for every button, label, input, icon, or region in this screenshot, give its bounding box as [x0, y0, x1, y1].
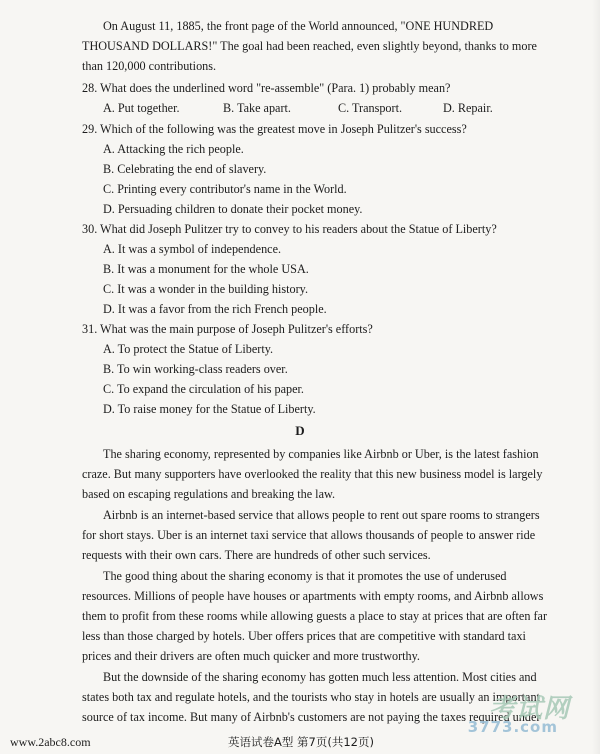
option-a: A. Attacking the rich people.: [103, 142, 244, 156]
passage-line: craze. But many supporters have overlooked the reality that this new business model is largely: [82, 467, 543, 481]
option-b: B. Take apart.: [223, 101, 291, 115]
option-d: D. Persuading children to donate their pocket money.: [103, 202, 363, 216]
passage-paragraph: [82, 444, 546, 504]
question-29: 29. Which of the following was the greatest move in Joseph Pulitzer's success?: [82, 122, 467, 136]
watermark-logo: 考试网: [488, 694, 570, 724]
section-heading: D: [295, 423, 305, 438]
option-a: A. To protect the Statue of Liberty.: [103, 342, 274, 356]
passage-line: source of tax income. But many of Airbnb's customers are not paying the taxes required under: [82, 710, 541, 724]
question-28-options: [103, 98, 523, 118]
option-d: D. Repair.: [443, 101, 493, 115]
option-b: B. To win working-class readers over.: [103, 362, 288, 376]
option-c: C. Printing every contributor's name in the World.: [103, 182, 347, 196]
passage-line: resources. Millions of people have houses or apartments with empty rooms, and Airbnb allows: [82, 589, 544, 603]
option-c: C. It was a wonder in the building history.: [103, 282, 309, 296]
passage-line: prices and their drivers are often much quicker and more trustworthy.: [82, 649, 420, 663]
option-a: A. It was a symbol of independence.: [103, 242, 282, 256]
passage-line: The good thing about the sharing economy is that it promotes the use of underused: [103, 569, 507, 583]
passage-line: based on escaping regulations and breaking the law.: [82, 487, 336, 501]
option-c: C. To expand the circulation of his paper.: [103, 382, 304, 396]
intro-paragraph: [82, 16, 546, 76]
scan-edge-shadow: [592, 0, 600, 754]
passage-line: Airbnb is an internet-based service that allows people to rent out spare rooms to strangers: [103, 508, 540, 522]
option-d: D. To raise money for the Statue of Liberty.: [103, 402, 316, 416]
question-30: 30. What did Joseph Pulitzer try to convey to his readers about the Statue of Liberty?: [82, 222, 497, 236]
passage-line: them to profit from these rooms while allowing guests a place to stay at prices that are often far: [82, 609, 548, 623]
passage-line: requests with their own cars. There are hundreds of other such services.: [82, 548, 431, 562]
passage-line: The sharing economy, represented by companies like Airbnb or Uber, is the latest fashion: [103, 447, 539, 461]
option-d: D. It was a favor from the rich French people.: [103, 302, 327, 316]
passage-line: states both tax and regulate hotels, and the tourists who stay in hotels are usually an important: [82, 690, 540, 704]
question-28: 28. What does the underlined word "re-assemble" (Para. 1) probably mean?: [82, 81, 451, 95]
intro-line: On August 11, 1885, the front page of the World announced, "ONE HUNDRED: [103, 19, 494, 33]
passage-line: for short stays. Uber is an internet taxi service that allows thousands of people to answer ride: [82, 528, 536, 542]
question-31: 31. What was the main purpose of Joseph Pulitzer's efforts?: [82, 322, 373, 336]
passage-paragraph: [82, 566, 546, 666]
option-c: C. Transport.: [338, 101, 403, 115]
passage-line: But the downside of the sharing economy has gotten much less attention. Most cities and: [103, 670, 537, 684]
intro-line: than 120,000 contributions.: [82, 59, 217, 73]
option-b: B. It was a monument for the whole USA.: [103, 262, 309, 276]
option-b: B. Celebrating the end of slavery.: [103, 162, 267, 176]
intro-line: THOUSAND DOLLARS!" The goal had been reached, even slightly beyond, thanks to more: [82, 39, 537, 53]
passage-paragraph: [82, 505, 546, 565]
watermark-domain: 3773.com: [467, 718, 558, 736]
page-number: 英语试卷A型 第7页(共12页): [228, 735, 374, 749]
passage-line: less than those charged by hotels. Uber offers prices that are competitive with standard taxi: [82, 629, 526, 643]
option-a: A. Put together.: [103, 101, 180, 115]
footer-site-link[interactable]: www.2abc8.com: [10, 735, 91, 749]
